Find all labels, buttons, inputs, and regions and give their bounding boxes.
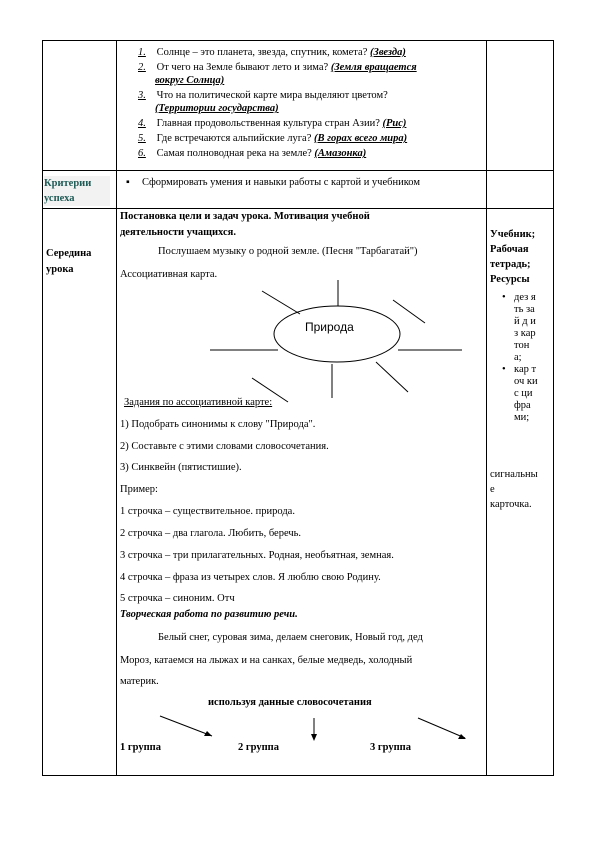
resources-label: Ресурсы	[490, 274, 530, 285]
resources-textbook: Учебник;	[490, 229, 536, 240]
question-text: Что на политической карте мира выделяют цветом?	[156, 90, 388, 101]
resources-workbook-line1: Рабочая	[490, 244, 529, 255]
question-5: 5. Где встречаются альпийские луга? (В горах всего мира)	[138, 133, 408, 144]
question-answer: (В горах всего мира)	[313, 133, 408, 144]
music-line: Послушаем музыку о родной земле. (Песня "Тарбагатай")	[158, 246, 418, 257]
creative-line-2: Мороз, катаемся на лыжах и на санках, белые медведь, холодный	[120, 655, 413, 666]
association-map-ray	[393, 300, 425, 323]
question-6: 6. Самая полноводная река на земле? (Амазонка)	[138, 148, 367, 159]
resources-signal-3: карточка.	[490, 499, 532, 510]
task-1: 1) Подобрать синонимы к слову "Природа".	[120, 419, 316, 430]
arrow-shaft	[418, 718, 465, 738]
question-1: 1. Солнце – это планета, звезда, спутник, комета? (Звезда)	[138, 47, 406, 58]
use-phrases-label: используя данные словосочетания	[208, 697, 372, 708]
criteria-label: Критерии успеха	[44, 176, 110, 206]
question-text: От чего на Земле бывают лето и зима?	[156, 62, 329, 73]
example-line-4: 4 строчка – фраза из четырех слов. Я люблю свою Родину.	[120, 572, 381, 583]
question-answer: (Земля вращается	[330, 62, 417, 73]
group-2-label: 2 группа	[238, 742, 279, 753]
arrow-head	[311, 734, 317, 741]
creative-line-1: Белый снег, суровая зима, делаем снеговик, Новый год, дед	[158, 632, 423, 643]
resources-item-1: • дез ять зай д из кар тон а;	[500, 292, 538, 364]
resources-item-2: • кар точ ки с ци фра ми;	[500, 364, 538, 424]
tasks-header: Задания по ассоциативной карте:	[124, 397, 273, 408]
resources-signal-2: е	[490, 484, 495, 495]
creative-line-3: материк.	[120, 676, 159, 687]
resources-workbook-line2: тетрадь;	[490, 259, 531, 270]
creative-header: Творческая работа по развитию речи.	[120, 609, 298, 620]
question-3-answer: (Территории государства)	[155, 103, 279, 114]
question-text: Главная продовольственная культура стран Азии?	[156, 118, 380, 129]
assoc-map-label: Ассоциативная карта.	[120, 269, 218, 280]
example-label: Пример:	[120, 484, 158, 495]
middle-label-line1: Середина	[46, 248, 92, 259]
question-text: Где встречаются альпийские луга?	[156, 133, 312, 144]
task-3: 3) Синквейн (пятистишие).	[120, 462, 242, 473]
example-line-5: 5 строчка – синоним. Отч	[120, 593, 235, 604]
example-line-2: 2 строчка – два глагола. Любить, беречь.	[120, 528, 302, 539]
question-text: Самая полноводная река на земле?	[156, 148, 312, 159]
question-answer: (Амазонка)	[314, 148, 367, 159]
goal-line-1: Постановка цели и задач урока. Мотивация учебной	[120, 211, 370, 222]
goal-line-2: деятельности учащихся.	[120, 227, 236, 238]
question-4: 4. Главная продовольственная культура стран Азии? (Рис)	[138, 118, 407, 129]
question-text: Солнце – это планета, звезда, спутник, комета?	[156, 47, 368, 58]
middle-label-line2: урока	[46, 264, 74, 275]
question-3: 3. Что на политической карте мира выделяют цветом?	[138, 90, 388, 101]
question-answer: (Звезда)	[369, 47, 406, 58]
question-answer: (Рис)	[382, 118, 407, 129]
question-2: 2. От чего на Земле бывают лето и зима? (Земля вращается	[138, 62, 417, 73]
example-line-3: 3 строчка – три прилагательных. Родная, необъятная, земная.	[120, 550, 394, 561]
resources-list	[500, 292, 550, 424]
association-map-ray	[376, 362, 408, 392]
criteria-bullet-text: Сформировать умения и навыки работы с картой и учебником	[142, 177, 420, 188]
task-2: 2) Составьте с этими словами словосочетания.	[120, 441, 329, 452]
example-line-1: 1 строчка – существительное. природа.	[120, 506, 295, 517]
association-map-center-ellipse	[274, 306, 400, 362]
arrow-head	[458, 734, 466, 739]
association-map-center-word: Природа	[305, 320, 354, 334]
criteria-bullet-marker: ▪	[126, 177, 130, 188]
group-3-label: 3 группа	[370, 742, 411, 753]
resources-signal-1: сигнальны	[490, 469, 538, 480]
association-map-ray	[262, 291, 300, 314]
group-1-label: 1 группа	[120, 742, 161, 753]
question-2-answer-cont: вокруг Солнца)	[155, 75, 225, 86]
arrow-shaft	[160, 716, 212, 736]
